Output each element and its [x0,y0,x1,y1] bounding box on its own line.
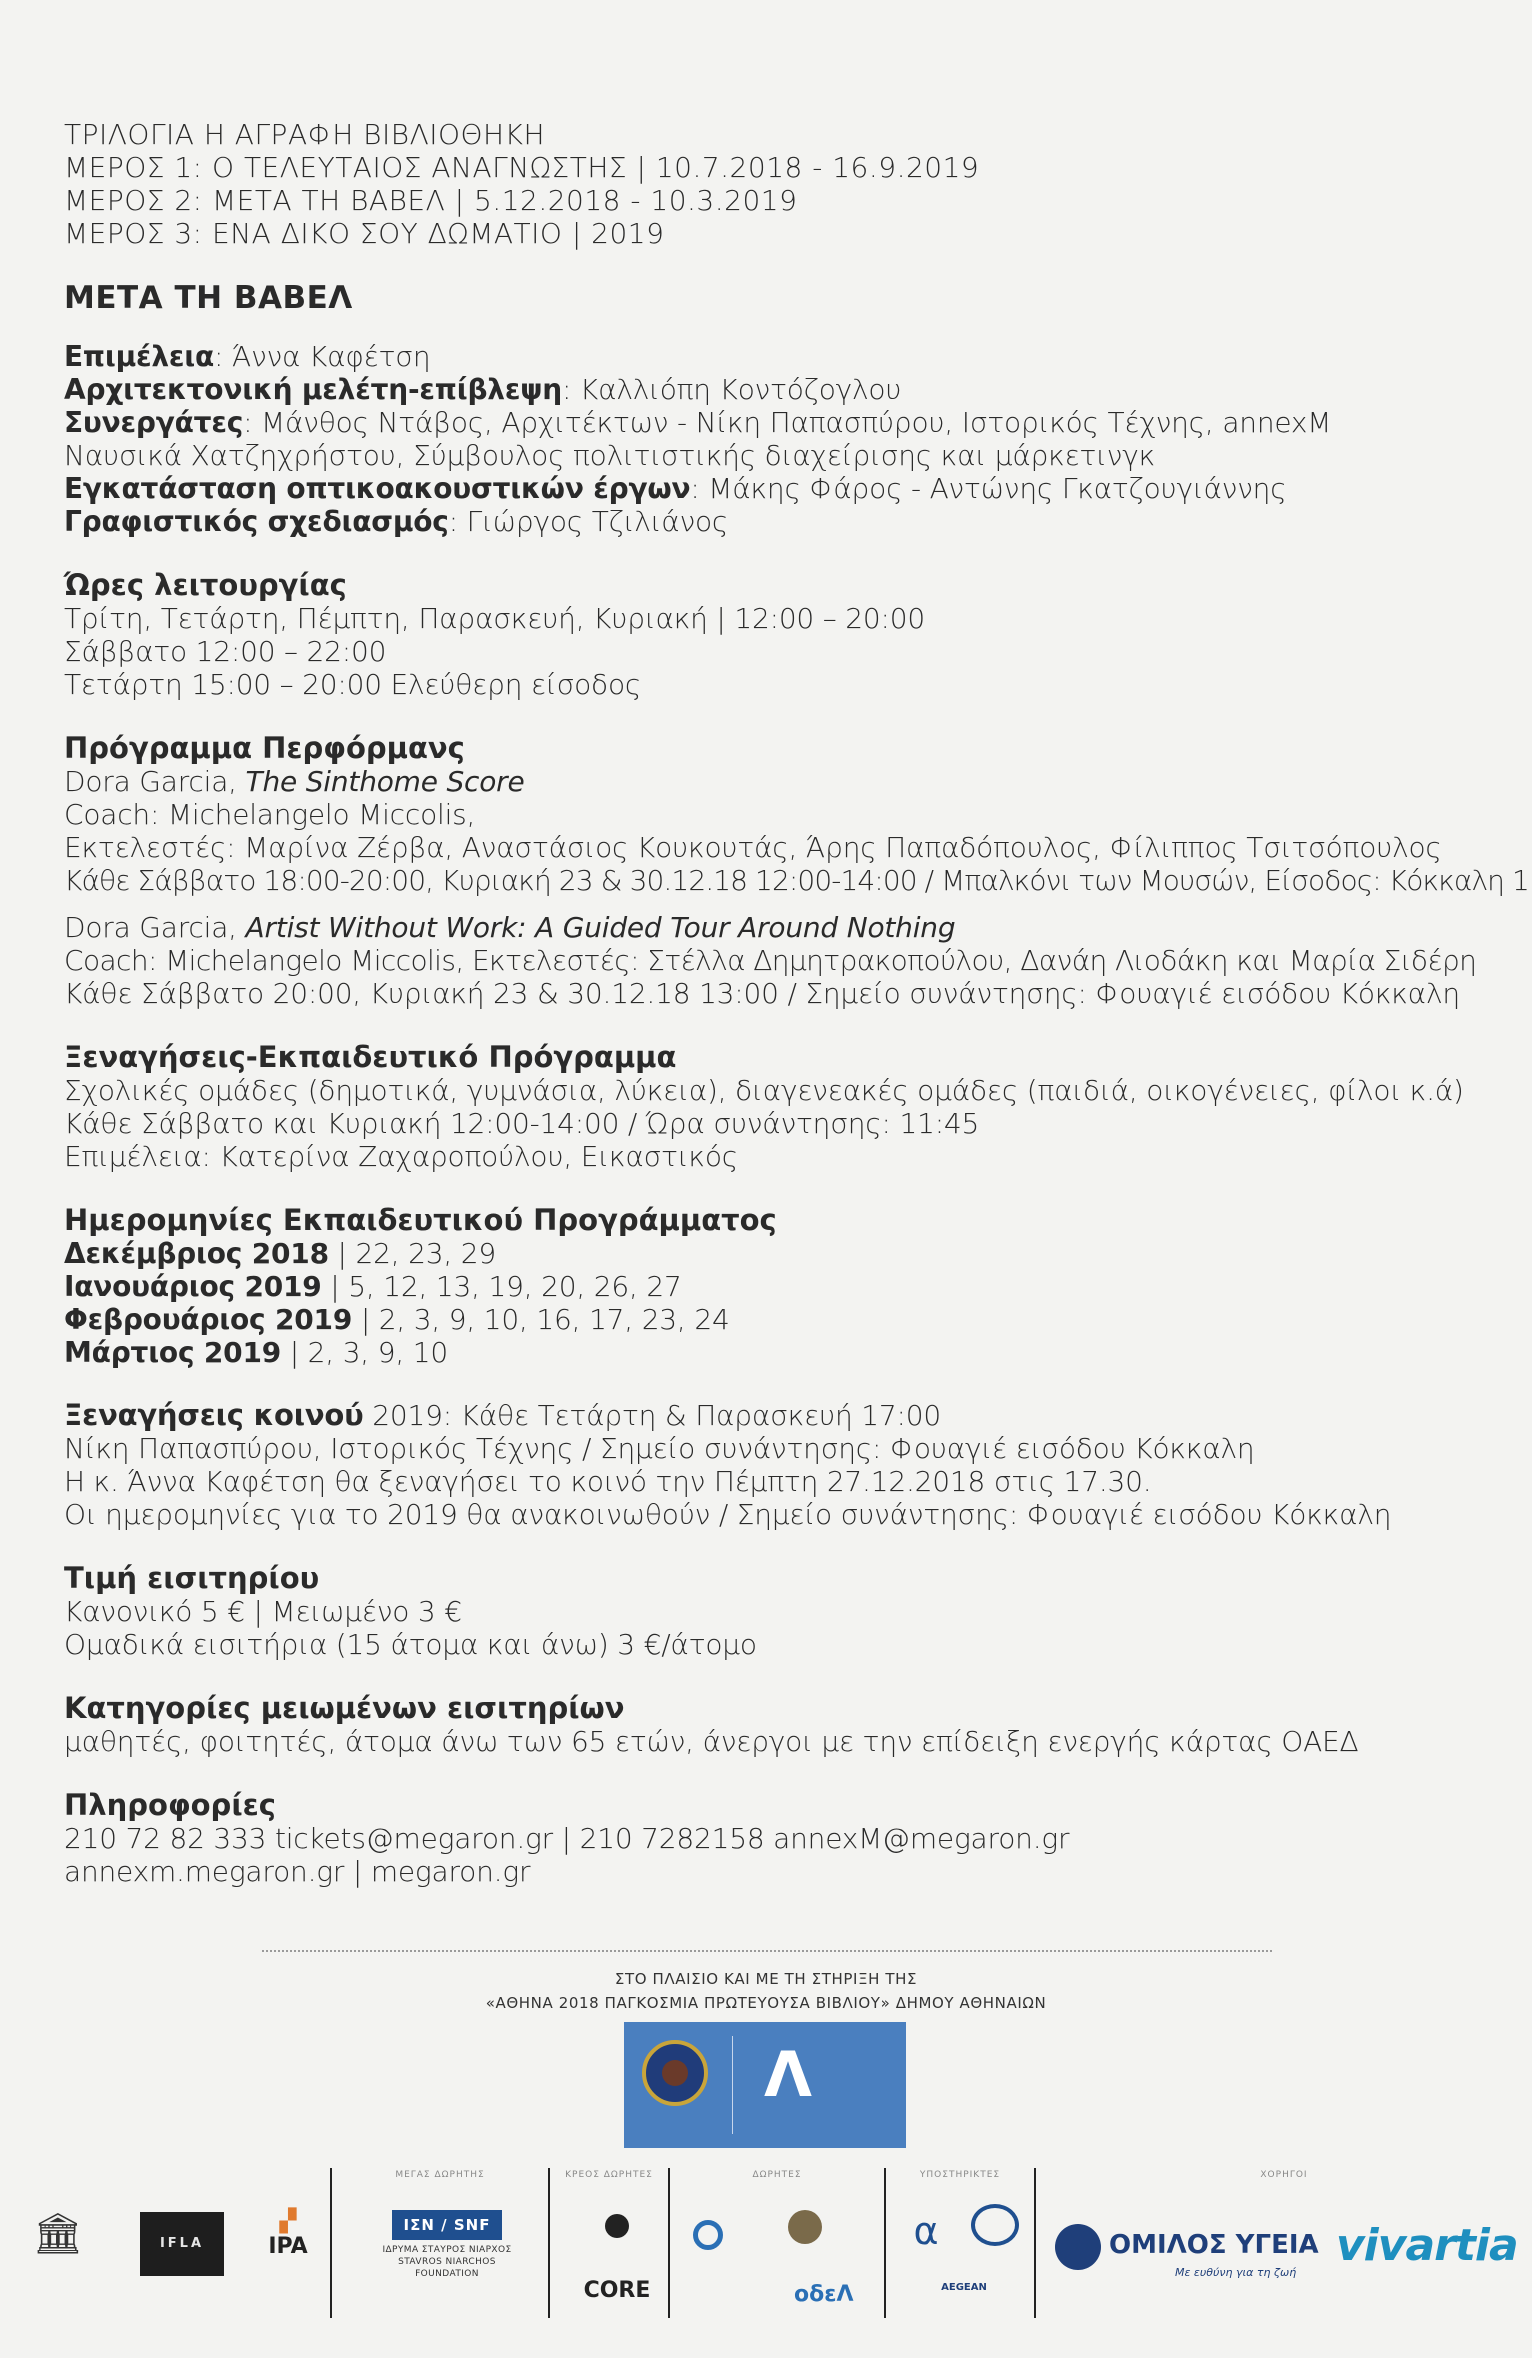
ipa-text: IPA [268,2234,308,2259]
trilogy-header [64,118,1464,250]
snf-mark: ΙΣΝ / SNF [392,2210,503,2240]
credit-value: Ναυσικά Χατζηχρήστου, Σύμβουλος πολιτιστικής διαχείρισης και μάρκετινγκ [64,439,1156,472]
snf-caption: ΙΔΡΥΜΑ ΣΤΑΥΡΟΣ ΝΙΑΡΧΟΣ STAVROS NIARCHOS FOUNDATION [382,2245,512,2279]
credit-graphic-design [64,505,1464,538]
section-title: Ημερομηνίες Εκπαιδευτικού Προγράμματος [64,1203,777,1237]
category-creative-donors: ΚΡΕΟΣ ΔΩΡΗΤΕΣ [565,2170,653,2180]
latsis-icon [605,2214,629,2238]
public-tours-section [64,1399,1464,1531]
part-1-line: ΜΕΡΟΣ 1: Ο ΤΕΛΕΥΤΑΙΟΣ ΑΝΑΓΝΩΣΤΗΣ | 10.7.2018 - 16.9.2019 [64,151,980,184]
logo-separator [732,2036,733,2134]
ring-icon [693,2220,723,2250]
donor-seal-logo [760,2210,850,2244]
month-label: Ιανουάριος 2019 [64,1270,322,1303]
performance-section [64,731,1529,1010]
reduced-line: μαθητές, φοιτητές, άτομα άνω των 65 ετών, άνεργοι με την επίδειξη ενεργής κάρτας ΟΑΕΔ [64,1725,1359,1758]
work-title: Artist Without Work: A Guided Tour Around Nothing [245,911,956,944]
section-title: Ώρες λειτουργίας [64,568,347,602]
ipa-mark-icon: ▞ [279,2209,297,2234]
category-supporters: ΥΠΟΣΤΗΡΙΚΤΕΣ [919,2170,1001,2180]
part-3-line: ΜΕΡΟΣ 3: ΕΝΑ ΔΙΚΟ ΣΟΥ ΔΩΜΑΤΙΟ | 2019 [64,217,665,250]
performance-1-title [64,765,1464,798]
dates-row [64,1303,1464,1336]
credit-value: : Καλλιόπη Κοντόζογλου [561,373,902,406]
trilogy-title: ΤΡΙΛΟΓΙΑ Η ΑΓΡΑΦΗ ΒΙΒΛΙΟΘΗΚΗ [64,118,546,151]
credit-label: Επιμέλεια [64,340,215,373]
section-title: Τιμή εισιτηρίου [64,1561,320,1595]
sponsor-divider [548,2168,550,2318]
support-line: ΣΤΟ ΠΛΑΙΣΙΟ ΚΑΙ ΜΕ ΤΗ ΣΤΗΡΙΞΗ ΤΗΣ [614,1970,918,1988]
part-2-line: ΜΕΡΟΣ 2: ΜΕΤΑ ΤΗ ΒΑΒΕΛ | 5.12.2018 - 10.3.2019 [64,184,798,217]
credit-value: : Γιώργος Τζιλιάνος [448,505,729,538]
sponsor-divider [884,2168,886,2318]
core-logo: CORE [583,2278,651,2303]
athens-book-capital-logo [624,2022,906,2148]
seal-icon [788,2210,822,2244]
snf-logo [372,2210,522,2280]
section-title: Πρόγραμμα Περφόρμανς [64,731,465,765]
latsis-foundation-logo [574,2214,660,2244]
credit-curator [64,340,1464,373]
category-sponsors: ΧΟΡΗΓΟΙ [1260,2170,1308,2180]
info-section [64,1788,1464,1888]
section-title: Πληροφορίες [64,1788,276,1822]
supporter-oval-logo [960,2204,1030,2246]
category-donors: ΔΩΡΗΤΕΣ [752,2170,802,2180]
dates-row [64,1336,1464,1369]
sponsor-divider [330,2168,332,2318]
donor-ring-logo [680,2220,736,2250]
aegean-logo: AEGEAN [941,2282,987,2293]
public-tours-line: Η κ. Άννα Καφέτση θα ξεναγήσει το κοινό την Πέμπτη 27.12.2018 στις 17.30. [64,1465,1152,1498]
credit-label: Γραφιστικός σχεδιασμός [64,505,449,538]
hygeia-emblem-icon [1055,2224,1101,2270]
tours-line: Επιμέλεια: Κατερίνα Ζαχαροπούλου, Εικαστικός [64,1140,739,1173]
sponsor-divider [1034,2168,1036,2318]
ticket-price-section [64,1561,1464,1661]
unesco-logo [18,2212,98,2256]
support-statement [0,1967,1532,2015]
credit-collaborators-cont [64,439,1464,472]
public-tours-line: Νίκη Παπασπύρου, Ιστορικός Τέχνης / Σημείο συνάντησης: Φουαγιέ εισόδου Κόκκαλη [64,1432,1255,1465]
section-title: Ξεναγήσεις-Εκπαιδευτικό Πρόγραμμα [64,1040,677,1074]
hours-line: Τετάρτη 15:00 – 20:00 Ελεύθερη είσοδος [64,668,642,701]
exhibition-title: ΜΕΤΑ ΤΗ ΒΑΒΕΛ [64,280,353,316]
tours-line: Σχολικές ομάδες (δημοτικά, γυμνάσια, λύκεια), διαγενεακές ομάδες (παιδιά, οικογένειες, φίλοι κ.ά) [64,1074,1464,1107]
credit-label: Αρχιτεκτονική μελέτη-επίβλεψη [64,373,562,406]
work-title: The Sinthome Score [245,765,525,798]
performance-2-coach: Coach: Michelangelo Miccolis, Εκτελεστές: Στέλλα Δημητρακοπούλου, Δανάη Λιοδάκη και Μαρία Σιδέρη [64,944,1477,977]
performance-1-coach: Coach: Michelangelo Miccolis, [64,798,476,831]
category-grand-donor: ΜΕΓΑΣ ΔΩΡΗΤΗΣ [395,2170,485,2180]
credit-label: Συνεργάτες [64,406,244,439]
credits-block [64,340,1464,538]
performance-1-schedule: Κάθε Σάββατο 18:00-20:00, Κυριακή 23 & 30.12.18 12:00-14:00 / Μπαλκόνι των Μουσών, Είσοδος: Κόκκαλη 1 [64,864,1529,897]
public-tours-line: Οι ημερομηνίες για το 2019 θα ανακοινωθούν / Σημείο συνάντησης: Φουαγιέ εισόδου Κόκκαλη [64,1498,1392,1531]
month-label: Φεβρουάριος 2019 [64,1303,353,1336]
performance-2-schedule: Κάθε Σάββατο 20:00, Κυριακή 23 & 30.12.18 13:00 / Σημείο συνάντησης: Φουαγιέ εισόδου Κόκκαλη [64,977,1460,1010]
public-tours-schedule: 2019: Κάθε Τετάρτη & Παρασκευή 17:00 [363,1399,941,1432]
sponsor-divider [668,2168,670,2318]
day-list: | 5, 12, 13, 19, 20, 26, 27 [321,1270,682,1303]
opening-hours-section [64,568,1464,701]
month-label: Μάρτιος 2019 [64,1336,282,1369]
sponsor-strip [0,2160,1532,2358]
performance-2-title [64,911,1464,944]
credit-value: : Μάνθος Ντάβος, Αρχιτέκτων - Νίκη Παπασπύρου, Ιστορικός Τέχνης, annexM [243,406,1332,439]
public-tours-heading [64,1399,1464,1432]
dates-row [64,1237,1464,1270]
hygeia-slogan: Με ευθύνη για τη ζωή [1175,2266,1297,2279]
day-list: | 2, 3, 9, 10, 16, 17, 23, 24 [352,1303,730,1336]
credit-av-installation [64,472,1464,505]
dates-row [64,1270,1464,1303]
ticket-line: Κανονικό 5 € | Μειωμένο 3 € [64,1595,462,1628]
footer-divider [262,1950,1272,1952]
odel-logo: οδεΛ [794,2282,854,2307]
ipa-logo [250,2210,326,2260]
credit-value: : Μάκης Φάρος - Αντώνης Γκατζουγιάννης [690,472,1287,505]
credit-label: Εγκατάσταση οπτικοακουστικών έργων [64,472,691,505]
vivartia-logo: vivartia [1336,2220,1518,2271]
supporter-logo [896,2210,956,2252]
unesco-temple-icon: 🏛 [32,2211,84,2257]
ifla-logo: IFLA [140,2212,224,2276]
section-title: Ξεναγήσεις κοινού [64,1398,364,1432]
athens-a-icon: Λ [764,2038,812,2111]
website-line: annexm.megaron.gr | megaron.gr [64,1855,531,1888]
credit-value: : Άννα Καφέτση [214,340,431,373]
credit-architecture [64,373,1464,406]
document-content [64,118,1529,1888]
program-dates-section [64,1203,1464,1369]
hours-line: Σάββατο 12:00 – 22:00 [64,635,387,668]
section-title: Κατηγορίες μειωμένων εισιτηρίων [64,1691,625,1725]
month-label: Δεκέμβριος 2018 [64,1237,329,1270]
tours-section [64,1040,1464,1173]
hours-line: Τρίτη, Τετάρτη, Πέμπτη, Παρασκευή, Κυριακή | 12:00 – 20:00 [64,602,925,635]
day-list: | 2, 3, 9, 10 [281,1336,448,1369]
ticket-line: Ομαδικά εισιτήρια (15 άτομα και άνω) 3 €/άτομο [64,1628,757,1661]
day-list: | 22, 23, 29 [328,1237,496,1270]
artist-name: Dora Garcia, [64,911,246,944]
athens-seal-icon [642,2040,708,2106]
oval-icon [971,2204,1019,2246]
reduced-tickets-section [64,1691,1464,1758]
tours-line: Κάθε Σάββατο και Κυριακή 12:00-14:00 / Ώρα συνάντησης: 11:45 [64,1107,980,1140]
hygeia-name: ΟΜΙΛΟΣ ΥΓΕΙΑ [1109,2230,1319,2260]
performance-1-performers: Εκτελεστές: Μαρίνα Ζέρβα, Αναστάσιος Κουκουτάς, Άρης Παπαδόπουλος, Φίλιππος Τσιτσόπουλος [64,831,1442,864]
contact-line: 210 72 82 333 tickets@megaron.gr | 210 7282158 annexM@megaron.gr [64,1822,1070,1855]
artist-name: Dora Garcia, [64,765,246,798]
credit-collaborators [64,406,1464,439]
alpha-icon: α [913,2209,939,2253]
support-line: «ΑΘΗΝΑ 2018 ΠΑΓΚΟΣΜΙΑ ΠΡΩΤΕΥΟΥΣΑ ΒΙΒΛΙΟΥ» ΔΗΜΟΥ ΑΘΗΝΑΙΩΝ [485,1994,1047,2012]
